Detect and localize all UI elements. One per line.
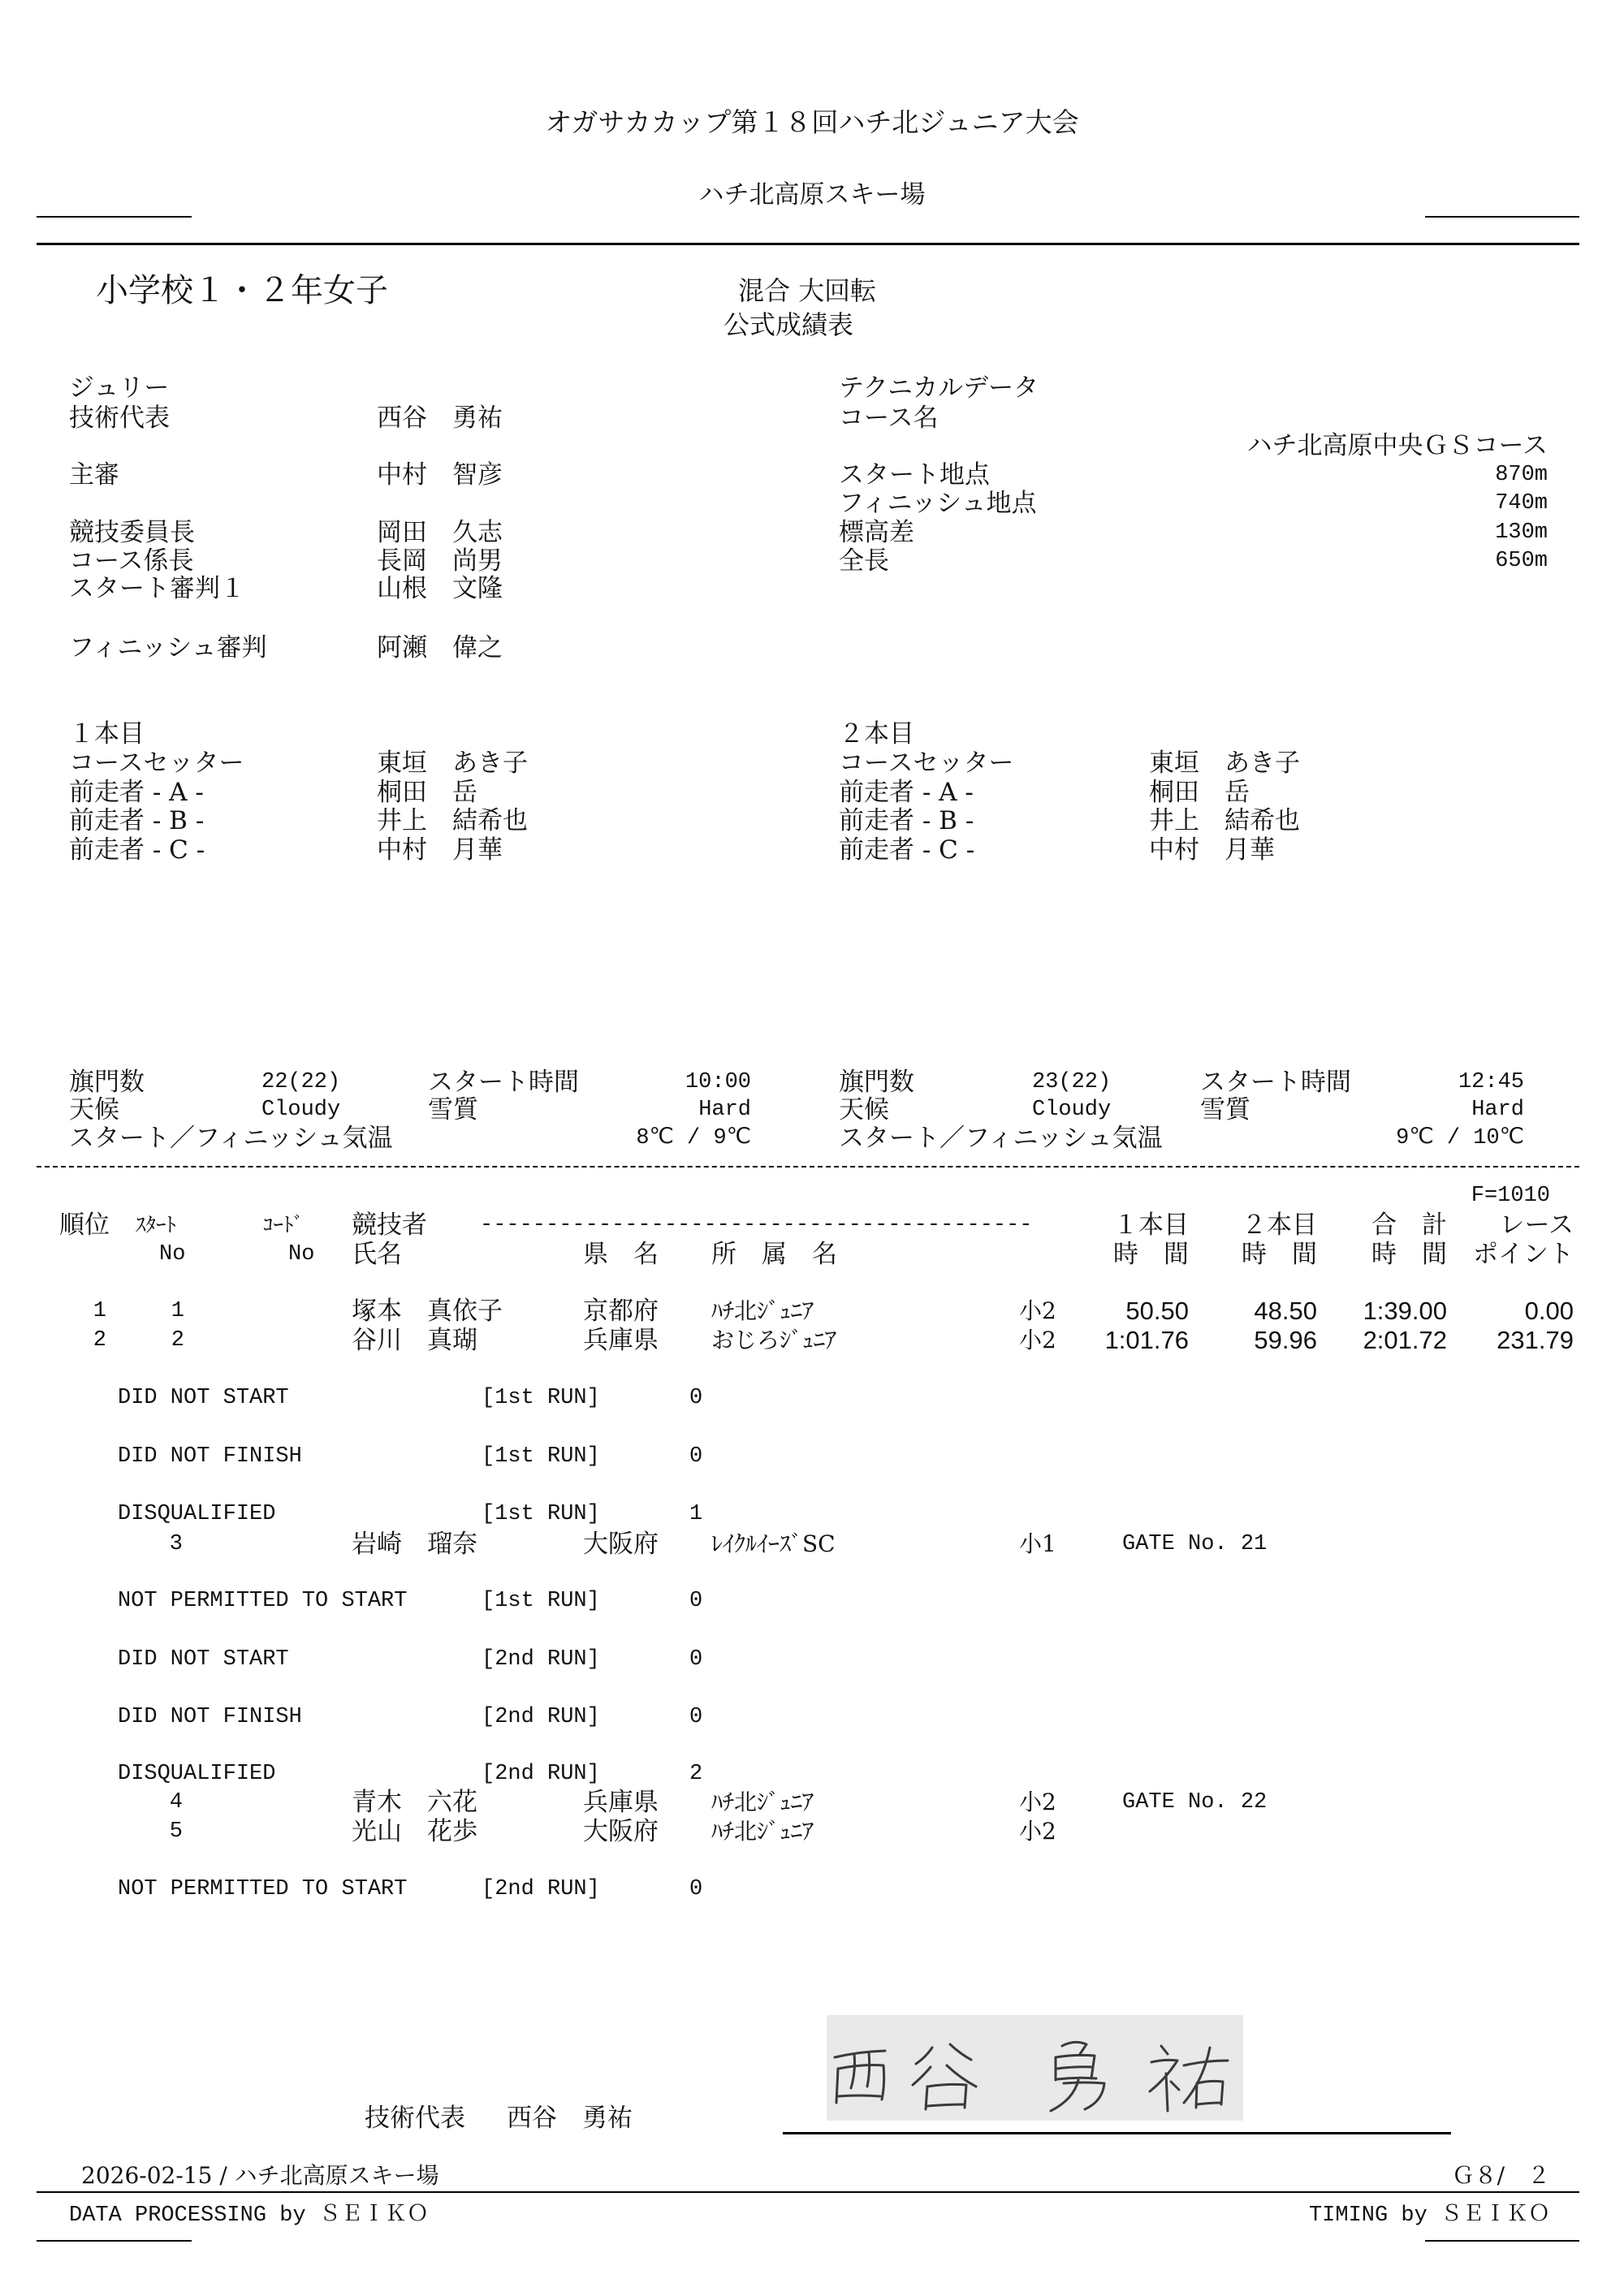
jury-name: 西谷 勇祐 (377, 404, 503, 433)
status-entry-gate: GATE No. 22 (1122, 1790, 1268, 1815)
document-type: 公式成績表 (723, 309, 854, 340)
col-points-header: レース (1499, 1211, 1574, 1240)
col-code-header: ｺｰﾄﾞ (263, 1213, 304, 1236)
run1-heading: １本目 (69, 719, 145, 749)
jury-name: 阿瀬 偉之 (377, 633, 503, 662)
result-points: 231.79 (1497, 1326, 1574, 1354)
jury-role: コース係長 (69, 546, 194, 576)
footer-rule-right (1425, 2240, 1579, 2242)
status-run: [2nd RUN] (482, 1762, 600, 1786)
technical-label: 標高差 (839, 518, 914, 547)
footer-rule-full (37, 2191, 1579, 2193)
jury-role: 主審 (69, 460, 119, 490)
run1-official-role: コースセッター (69, 749, 244, 778)
result-name: 塚本 真依子 (352, 1297, 503, 1326)
run1-snow-value: Hard (698, 1098, 751, 1122)
status-run: [2nd RUN] (482, 1877, 600, 1901)
status-entry-name: 青木 六花 (352, 1788, 477, 1817)
result-bib: 2 (171, 1328, 184, 1353)
signature-image (827, 2015, 1243, 2121)
technical-value: 650m (1495, 549, 1548, 573)
status-label: DID NOT FINISH (118, 1444, 302, 1469)
status-label: DID NOT START (118, 1386, 289, 1410)
run1-temperature-value: 8℃ / 9℃ (636, 1126, 751, 1150)
status-count: 0 (689, 1877, 703, 1901)
signature-printed-name: 西谷 勇祐 (507, 2104, 633, 2133)
status-run: [2nd RUN] (482, 1705, 600, 1729)
jury-name: 長岡 尚男 (377, 546, 503, 576)
run1-gates-label: 旗門数 (69, 1068, 145, 1097)
status-count: 0 (689, 1705, 703, 1729)
result-rank: 1 (93, 1299, 106, 1323)
run1-official-role: 前走者 - A - (69, 778, 204, 807)
status-run: [1st RUN] (482, 1386, 600, 1410)
technical-data-heading: テクニカルデータ (839, 373, 1039, 403)
status-entry-pref: 兵庫県 (583, 1788, 659, 1817)
run1-start-time-label: スタート時間 (428, 1068, 579, 1097)
status-entry-club: ﾊﾁ北ｼﾞｭﾆｱ (711, 1818, 814, 1845)
col-points-header-bottom: ポイント (1473, 1240, 1574, 1269)
status-count: 0 (689, 1589, 703, 1613)
status-entry-club: ﾚｲｸﾙｲｰｽﾞSC (711, 1530, 836, 1557)
col-run2-time-header: 時 間 (1242, 1240, 1317, 1269)
status-entry-class: 小1 (1019, 1530, 1056, 1557)
jury-name: 岡田 久志 (377, 518, 503, 547)
result-class: 小2 (1019, 1297, 1056, 1324)
status-entry-club: ﾊﾁ北ｼﾞｭﾆｱ (711, 1789, 814, 1815)
status-count: 1 (689, 1502, 703, 1526)
result-name: 谷川 真瑚 (352, 1326, 477, 1355)
status-entry-bib: 5 (169, 1819, 183, 1844)
status-run: [1st RUN] (482, 1589, 600, 1613)
status-count: 2 (689, 1762, 703, 1786)
header-rule-full (37, 243, 1579, 245)
status-count: 0 (689, 1444, 703, 1469)
result-run1: 50.50 (1125, 1297, 1189, 1325)
run2-weather-label: 天候 (839, 1095, 889, 1124)
col-run1-header: １本目 (1113, 1211, 1189, 1240)
run2-gates-value: 23(22) (1032, 1070, 1112, 1094)
status-count: 0 (689, 1386, 703, 1410)
status-entry-pref: 大阪府 (583, 1530, 659, 1559)
run2-heading: ２本目 (839, 719, 914, 749)
result-bib: 1 (171, 1299, 184, 1323)
status-entry-gate: GATE No. 21 (1122, 1532, 1268, 1556)
status-count: 0 (689, 1647, 703, 1672)
event-name: 混合 大回転 (738, 275, 877, 306)
status-label: DISQUALIFIED (118, 1502, 276, 1526)
jury-role: フィニッシュ審判 (69, 633, 267, 662)
footer-timing: TIMING by ＳＥＩＫＯ (1308, 2203, 1550, 2228)
result-pref: 京都府 (583, 1297, 659, 1326)
footer-rule-left (37, 2240, 192, 2242)
jury-role: 技術代表 (69, 404, 170, 433)
signature-role-label: 技術代表 (365, 2104, 465, 2133)
run2-official-role: 前走者 - B - (839, 806, 974, 835)
run1-official-name: 中村 月華 (377, 835, 503, 865)
technical-value: 130m (1495, 520, 1548, 545)
result-points: 0.00 (1524, 1297, 1574, 1325)
run1-official-role: 前走者 - C - (69, 835, 205, 865)
col-name-header: 氏名 (352, 1240, 402, 1269)
status-entry-bib: 4 (169, 1790, 183, 1815)
run2-gates-label: 旗門数 (839, 1068, 914, 1097)
run1-snow-label: 雪質 (428, 1095, 478, 1124)
header-rule-left (37, 216, 192, 218)
status-run: [2nd RUN] (482, 1647, 600, 1672)
jury-name: 山根 文隆 (377, 574, 503, 603)
run1-official-name: 桐田 岳 (377, 778, 477, 807)
technical-label: 全長 (839, 546, 889, 576)
run1-temperature-label: スタート／フィニッシュ気温 (69, 1124, 393, 1153)
run2-official-role: 前走者 - C - (839, 835, 975, 865)
result-run2: 59.96 (1254, 1326, 1317, 1354)
col-start-no-header: No (159, 1242, 186, 1267)
run2-weather-value: Cloudy (1032, 1098, 1112, 1122)
header-dash-rule: ------------------------------------------ (480, 1213, 1033, 1237)
status-label: DID NOT FINISH (118, 1705, 302, 1729)
col-rank-header: 順位 (59, 1211, 110, 1240)
category-title: 小学校１・２年女子 (96, 272, 388, 309)
col-run2-header: ２本目 (1242, 1211, 1317, 1240)
status-entry-name: 光山 花歩 (352, 1817, 477, 1846)
footer-date-venue: 2026-02-15 / ハチ北高原スキー場 (81, 2162, 439, 2189)
run2-official-name: 東垣 あき子 (1149, 749, 1300, 778)
col-club-header: 所 属 名 (711, 1240, 837, 1269)
col-code-no-header: No (288, 1242, 315, 1267)
header-rule-right (1425, 216, 1579, 218)
run2-official-role: コースセッター (839, 749, 1014, 778)
footer-page-number: Ｇ８/ ２ (1451, 2162, 1550, 2189)
status-run: [1st RUN] (482, 1502, 600, 1526)
result-class: 小2 (1019, 1327, 1056, 1353)
status-entry-class: 小2 (1019, 1789, 1056, 1815)
run2-start-time-value: 12:45 (1458, 1070, 1524, 1094)
jury-heading: ジュリー (69, 373, 170, 403)
run2-snow-value: Hard (1471, 1098, 1524, 1122)
run1-official-name: 東垣 あき子 (377, 749, 528, 778)
status-label: NOT PERMITTED TO START (118, 1877, 408, 1901)
result-club: おじろｼﾞｭﾆｱ (711, 1327, 837, 1353)
jury-name: 中村 智彦 (377, 460, 503, 490)
result-club: ﾊﾁ北ｼﾞｭﾆｱ (711, 1297, 814, 1324)
col-pref-header: 県 名 (583, 1240, 659, 1269)
status-entry-bib: 3 (169, 1532, 183, 1556)
document-title: オガサカカップ第１８回ハチ北ジュニア大会 (545, 106, 1079, 138)
status-entry-pref: 大阪府 (583, 1817, 659, 1846)
run2-official-name: 中村 月華 (1149, 835, 1275, 865)
status-label: DID NOT START (118, 1647, 289, 1672)
venue-heading: ハチ北高原スキー場 (698, 180, 926, 209)
result-rank: 2 (93, 1328, 106, 1353)
result-run2: 48.50 (1254, 1297, 1317, 1325)
footer-data-processing: DATA PROCESSING by ＳＥＩＫＯ (69, 2203, 429, 2228)
run1-official-name: 井上 結希也 (377, 806, 528, 835)
run1-official-role: 前走者 - B - (69, 806, 205, 835)
run2-official-name: 桐田 岳 (1149, 778, 1250, 807)
result-total: 1:39.00 (1363, 1297, 1447, 1325)
run2-official-role: 前走者 - A - (839, 778, 974, 807)
result-run1: 1:01.76 (1104, 1326, 1189, 1354)
technical-value: 740m (1495, 491, 1548, 516)
run1-start-time-value: 10:00 (685, 1070, 751, 1094)
handwritten-signature (827, 2015, 1243, 2121)
col-competitor-header: 競技者 (352, 1211, 427, 1240)
jury-role: スタート審判１ (69, 574, 245, 603)
result-total: 2:01.72 (1363, 1326, 1447, 1354)
run1-weather-value: Cloudy (261, 1098, 341, 1122)
jury-role: 競技委員長 (69, 518, 195, 547)
col-start-header: ｽﾀｰﾄ (136, 1213, 177, 1236)
f-value: F=1010 (1471, 1184, 1550, 1208)
technical-value: 870m (1495, 463, 1548, 487)
run2-temperature-label: スタート／フィニッシュ気温 (839, 1124, 1163, 1153)
result-pref: 兵庫県 (583, 1326, 659, 1355)
status-entry-name: 岩崎 瑠奈 (352, 1530, 477, 1559)
technical-label: スタート地点 (839, 460, 990, 490)
run1-gates-value: 22(22) (261, 1070, 341, 1094)
run2-official-name: 井上 結希也 (1149, 806, 1300, 835)
run2-temperature-value: 9℃ / 10℃ (1396, 1126, 1524, 1150)
status-entry-class: 小2 (1019, 1818, 1056, 1845)
status-label: DISQUALIFIED (118, 1762, 276, 1786)
course-name-value: ハチ北高原中央ＧＳコース (1246, 431, 1548, 460)
course-name-label: コース名 (839, 404, 939, 433)
technical-label: フィニッシュ地点 (839, 489, 1037, 518)
col-run1-time-header: 時 間 (1113, 1240, 1189, 1269)
run2-snow-label: 雪質 (1200, 1095, 1250, 1124)
status-run: [1st RUN] (482, 1444, 600, 1469)
col-total-header: 合 計 (1371, 1211, 1447, 1240)
signature-line (783, 2132, 1451, 2134)
section-divider-dashed (37, 1166, 1579, 1167)
run1-weather-label: 天候 (69, 1095, 119, 1124)
run2-start-time-label: スタート時間 (1200, 1068, 1351, 1097)
status-label: NOT PERMITTED TO START (118, 1589, 408, 1613)
col-total-time-header: 時 間 (1371, 1240, 1447, 1269)
